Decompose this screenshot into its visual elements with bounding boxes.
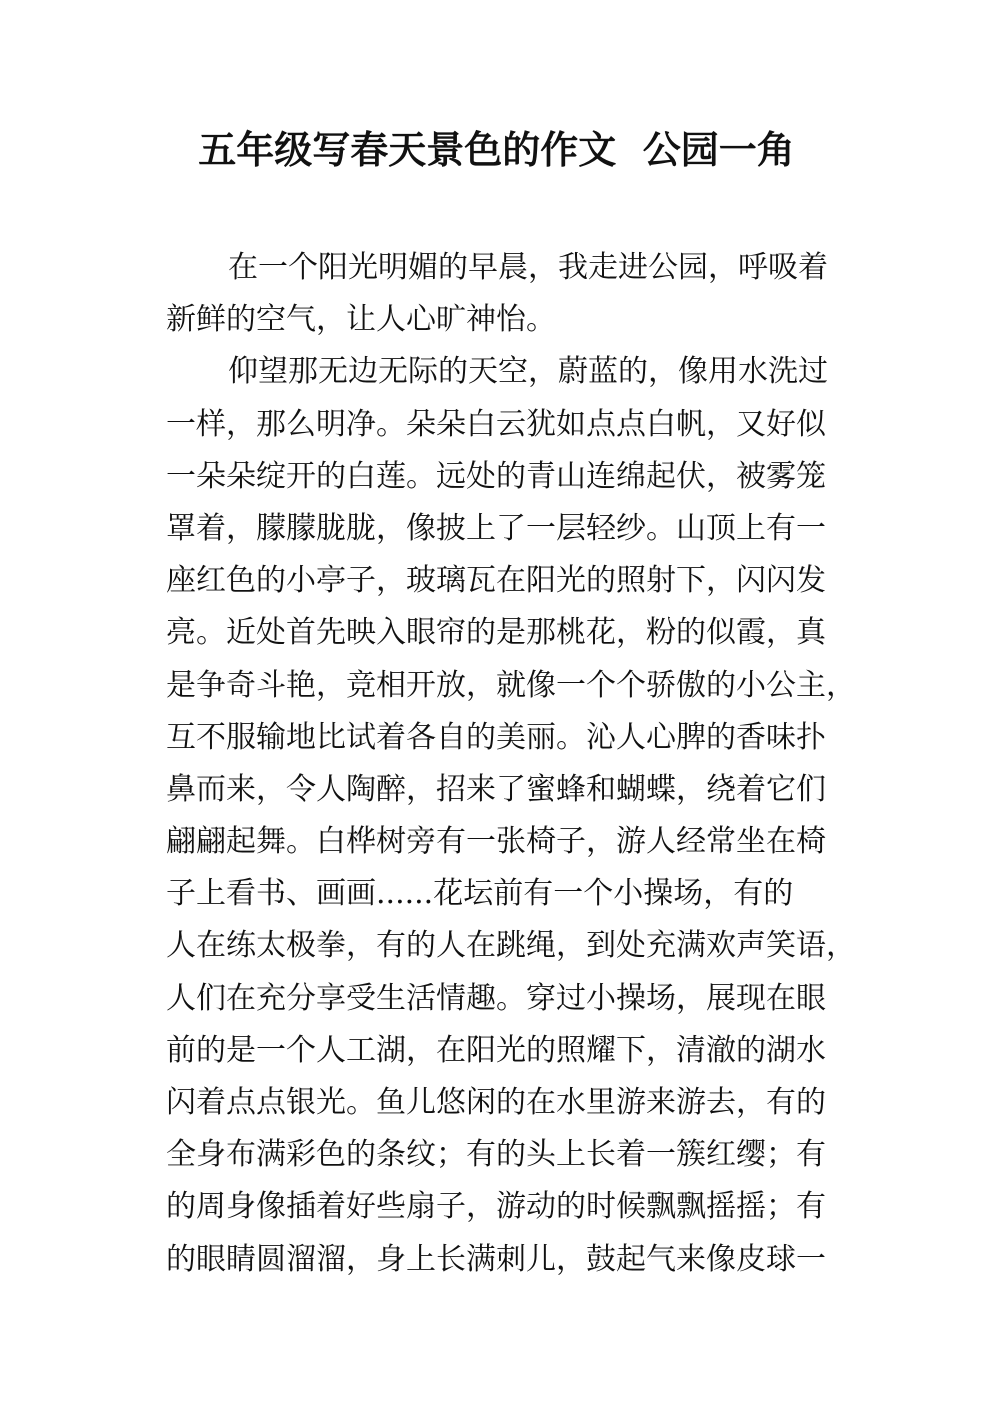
paragraph-line: 一样，那么明净。朵朵白云犹如点点白帆，又好似: [166, 406, 826, 442]
paragraph-line: 人在练太极拳，有的人在跳绳，到处充满欢声笑语，: [166, 928, 856, 964]
paragraph-line: 仰望那无边无际的天空，蔚蓝的，像用水洗过: [228, 354, 828, 390]
paragraph-line: 亮。近处首先映入眼帘的是那桃花，粉的似霞，真: [166, 615, 826, 651]
paragraph-line: 互不服输地比试着各自的美丽。沁人心脾的香味扑: [166, 719, 826, 755]
paragraph-line: 子上看书、画画......花坛前有一个小操场，有的: [166, 876, 794, 912]
paragraph-line: 一朵朵绽开的白莲。远处的青山连绵起伏，被雾笼: [166, 458, 826, 494]
paragraph-line: 全身布满彩色的条纹；有的头上长着一簇红缨；有: [166, 1137, 826, 1173]
paragraph-line: 的周身像插着好些扇子，游动的时候飘飘摇摇；有: [166, 1189, 826, 1225]
paragraph-line: 是争奇斗艳，竞相开放，就像一个个骄傲的小公主，: [166, 667, 856, 703]
paragraph-line: 新鲜的空气，让人心旷神怡。: [166, 302, 556, 338]
paragraph-line: 鼻而来，令人陶醉，招来了蜜蜂和蝴蝶，绕着它们: [166, 771, 826, 807]
paragraph-line: 闪着点点银光。鱼儿悠闲的在水里游来游去，有的: [166, 1085, 826, 1120]
paragraph-line: 在一个阳光明媚的早晨，我走进公园，呼吸着: [228, 250, 828, 285]
paragraph-line: 翩翩起舞。白桦树旁有一张椅子，游人经常坐在椅: [166, 824, 826, 860]
document-title: 五年级写春天景色的作文 公园一角: [198, 128, 795, 172]
document-body: [166, 242, 856, 1286]
paragraph-line: 前的是一个人工湖，在阳光的照耀下，清澈的湖水: [166, 1032, 826, 1068]
paragraph-line: 罩着，朦朦胧胧，像披上了一层轻纱。山顶上有一: [166, 510, 826, 546]
paragraph-line: 座红色的小亭子，玻璃瓦在阳光的照射下，闪闪发: [166, 563, 826, 599]
paragraph-line: 人们在充分享受生活情趣。穿过小操场，展现在眼: [166, 980, 826, 1016]
paragraph-line: 的眼睛圆溜溜，身上长满刺儿，鼓起气来像皮球一: [166, 1241, 826, 1277]
